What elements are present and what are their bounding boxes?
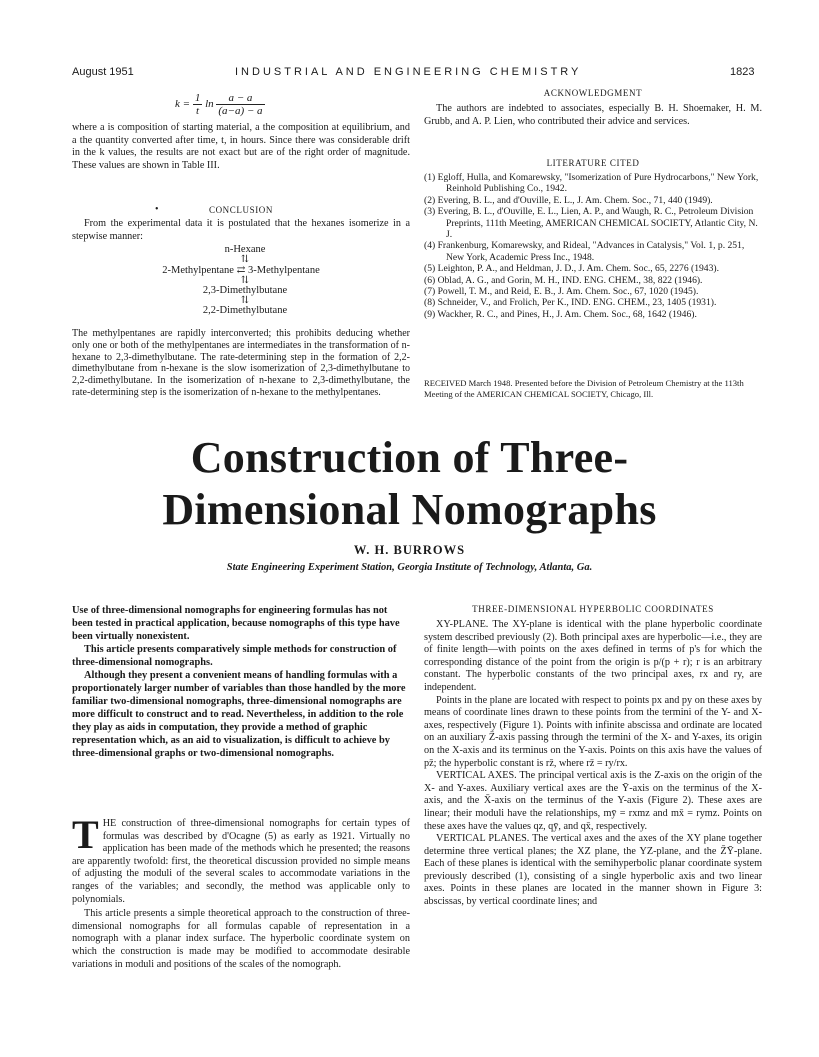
- intro-paragraph-text: HE construction of three-dimensional nomographs for certain types of formulas was described by d'Ocagne (5) as early as 1921. Virtually no application has been made of the methods which he presented; the reasons are apparently twofold: first, the theoretical discussion provided no simple means of adjusting the moduli of the several scales to accommodate variations in the ranges of the variables; and secondly, the method was applicable only to polynomials.: [72, 818, 410, 905]
- body-left-column: [72, 812, 410, 971]
- isomerization-scheme: [72, 244, 410, 316]
- coef-denominator: t: [196, 105, 200, 117]
- abstract-paragraph: This article presents comparatively simple methods for construction of three-dimensional nomographs.: [72, 644, 397, 668]
- received-note: RECEIVED March 1948. Presented before the Division of Petroleum Chemistry at the 113th Meeting of the AMERICAN CHEMICAL SOCIETY, Chicago, Ill.: [424, 378, 744, 399]
- article-author: W. H. BURROWS: [353, 543, 466, 557]
- reference-item: (8) Schneider, V., and Frolich, Per K., IND. ENG. CHEM., 23, 1405 (1931).: [424, 297, 717, 309]
- scheme-2-3-dimethylbutane: 2,3-Dimethylbutane: [202, 285, 288, 296]
- abstract-paragraph: Although they present a convenient means of handling formulas with a proportionately larger number of variables than those handled by the more familiar two-dimensional nomographs, three-dimensional nomographs are more difficult to construct and to read. Nevertheless, in addition to the role they play as aids in computation, they provide a method of graphic representation which, as an aid to visualization, is difficult to achieve by three-dimensional graphs or two-dimensional nomographs.: [72, 670, 406, 759]
- conclusion-paragraph: From the experimental data it is postulated that the hexanes isomerize in a stepwise manner:: [72, 218, 410, 242]
- article-title-line-2: Dimensional Nomographs: [162, 485, 657, 534]
- equilibrium-arrow-icon: ⇅: [240, 275, 250, 286]
- scheme-2-methylpentane: 2-Methylpentane: [162, 265, 234, 276]
- article-title-line-1: Construction of Three-: [190, 433, 629, 482]
- equilibrium-arrow-icon: ⇄: [236, 265, 246, 276]
- intro-paragraph: [72, 812, 410, 906]
- paragraph-text: The vertical axes and the axes of the XY plane together determine three vertical planes; the XZ plane, the YZ-plane, and the Z̄Ȳ-plane. Each of these planes is identical with the semihyperbolic planar coordinate system previously described (1), consisting of a single hyperbolic axis and two linear axes. Points in these planes are located in the manner shown in Figure 3: abscissas, by vertical coordinate lines; and: [424, 833, 762, 908]
- scheme-n-hexane: n-Hexane: [224, 244, 266, 255]
- author-affiliation: State Engineering Experiment Station, Georgia Institute of Technology, Atlanta, Ga.: [226, 562, 593, 573]
- body-paragraph: [424, 619, 762, 695]
- scheme-3-methylpentane: 3-Methylpentane: [248, 265, 320, 276]
- paragraph-text: The XY-plane is identical with the plane hyperbolic coordinate system described previously (2). Both principal axes are hyperbolic—i.e., they are of finite length—with points on the axes defined in terms of p's for which the corresponding distance of the point from the origin is p/(p + r); r is an arbitrary constant. The hyperbolic constants of the two principal axes, rx and ry, are independent.: [424, 619, 762, 693]
- reference-item: (6) Oblad, A. G., and Gorin, M. H., IND. ENG. CHEM., 38, 822 (1946).: [424, 274, 703, 286]
- running-header-journal: INDUSTRIAL AND ENGINEERING CHEMISTRY: [235, 66, 582, 78]
- reference-item: (7) Powell, T. M., and Reid, E. B., J. Am. Chem. Soc., 67, 1020 (1945).: [424, 286, 699, 298]
- run-in-heading: VERTICAL PLANES.: [436, 833, 530, 845]
- conclusion-heading: CONCLUSION: [208, 205, 273, 215]
- run-in-heading: VERTICAL AXES.: [436, 770, 517, 782]
- reference-item: (9) Wackher, R. C., and Pines, H., J. Am. Chem. Soc., 68, 1642 (1946).: [424, 308, 697, 320]
- previous-article-paragraph: where a is composition of starting material, a the composition at equilibrium, and a the quantity converted after time, t, in hours. Since there was considerable drift in the k values, the results are not exact but are of the right order of magnitude. These values are shown in Table III.: [72, 122, 410, 171]
- reference-item: (3) Evering, B. L., d'Ouville, E. L., Lien, A. P., and Waugh, R. C., Petroleum Division Preprints, 111th Meeting, AMERICAN CHEMICAL SOCIETY, Atlantic City, N. J.: [424, 206, 758, 241]
- running-header-date: August 1951: [72, 66, 134, 78]
- coordinates-heading: THREE-DIMENSIONAL HYPERBOLIC COORDINATES: [472, 604, 714, 614]
- reference-item: (2) Evering, B. L., and d'Ouville, E. L., J. Am. Chem. Soc., 71, 440 (1949).: [424, 194, 713, 206]
- acknowledgment-heading: ACKNOWLEDGMENT: [543, 88, 643, 98]
- equation-coefficient: [193, 92, 203, 117]
- equation-fraction: [216, 92, 264, 117]
- body-paragraph: [424, 833, 762, 909]
- acknowledgment-paragraph: The authors are indebted to associates, especially B. H. Shoemaker, H. M. Grubb, and A. P. Lien, who contributed their advice and services.: [424, 103, 762, 127]
- reference-item: (5) Leighton, P. A., and Heldman, J. D., J. Am. Chem. Soc., 65, 2276 (1943).: [424, 263, 719, 275]
- equilibrium-arrow-icon: ⇅: [240, 254, 250, 265]
- abstract: [72, 604, 410, 760]
- abstract-paragraph: Use of three-dimensional nomographs for engineering formulas has not been tested in practical application, because nomographs of this type have been virtually nonexistent.: [72, 605, 400, 642]
- methylpentane-paragraph: The methylpentanes are rapidly interconverted; this prohibits deducing whether only one or both of the methylpentanes are intermediates in the transformation of n-hexane to 2,3-dimethylbutane. The rate-determining step in the formation of 2,2-dimethylbutane from n-hexane is the slow isomerization of 2,3-dimethylbutane to 2,2-dimethylbutane. In the isomerization of n-hexane to 2,3-dimethylbutane, the rate-determining step is the isomerization of n-hexane to the methylpentanes.: [72, 328, 410, 398]
- run-in-heading: XY-PLANE.: [436, 619, 489, 630]
- reference-list: [424, 172, 762, 320]
- literature-cited-heading: LITERATURE CITED: [546, 158, 640, 168]
- body-paragraph: This article presents a simple theoretical approach to the construction of three-dimensional nomographs for all formulas capable of representation in a nomograph with a planar index surface. The hyperbolic coordinate system on which the construction is made may be modified to accommodate desirable variations in moduli and positions of the scales of the nomograph.: [72, 908, 410, 970]
- coef-numerator: 1: [194, 92, 201, 104]
- bullet-dot: •: [155, 204, 159, 215]
- equation-ln: ln: [205, 98, 214, 111]
- equation-numerator: a − a: [216, 92, 264, 105]
- rate-equation: [175, 92, 295, 116]
- paragraph-text: The principal vertical axis is the Z-axis on the origin of the X- and Y-axes. Auxiliary vertical axes are the Ȳ-axis on the terminus of the X-axis, and the X̄-axis on the terminus of the Y-axis (Figure 2). These axes are linear; their moduli have the relationships, mȳ = rxmz and mx̄ = rymz. Points on these axes have the values qz, qȳ, and qx̄, respectively.: [424, 770, 762, 832]
- reference-item: (1) Egloff, Hulla, and Komarewsky, "Isomerization of Pure Hydrocarbons," New York, Reinhold Publishing Co., 1942.: [424, 172, 759, 195]
- scheme-2-2-dimethylbutane: 2,2-Dimethylbutane: [202, 305, 288, 316]
- body-right-column: [424, 619, 762, 909]
- equilibrium-arrow-icon: ⇅: [240, 295, 250, 306]
- equation-denominator: (a−a) − a: [218, 105, 263, 117]
- equation-lhs: k =: [175, 98, 191, 111]
- drop-cap: T: [72, 812, 99, 857]
- reference-item: (4) Frankenburg, Komarewsky, and Rideal, "Advances in Catalysis," Vol. 1, p. 251, New York, Academic Press Inc., 1948.: [424, 240, 745, 263]
- page-number: 1823: [730, 66, 755, 78]
- body-paragraph: [424, 770, 762, 833]
- body-paragraph: Points in the plane are located with respect to points px and py on these axes by means of coordinate lines drawn to these points from the termini of the Y- and X-axes, respectively (Figure 1). Points with infinite abscissa and ordinate are located on an auxiliary Z̄-axis passing through the termini of the X- and Y-axes, its origin on the X-axis and its terminus on the Y-axis. Points on this axis have the values of pz̄; the hyperbolic constant is rz̄, where rz̄ = ry/rx.: [424, 694, 762, 769]
